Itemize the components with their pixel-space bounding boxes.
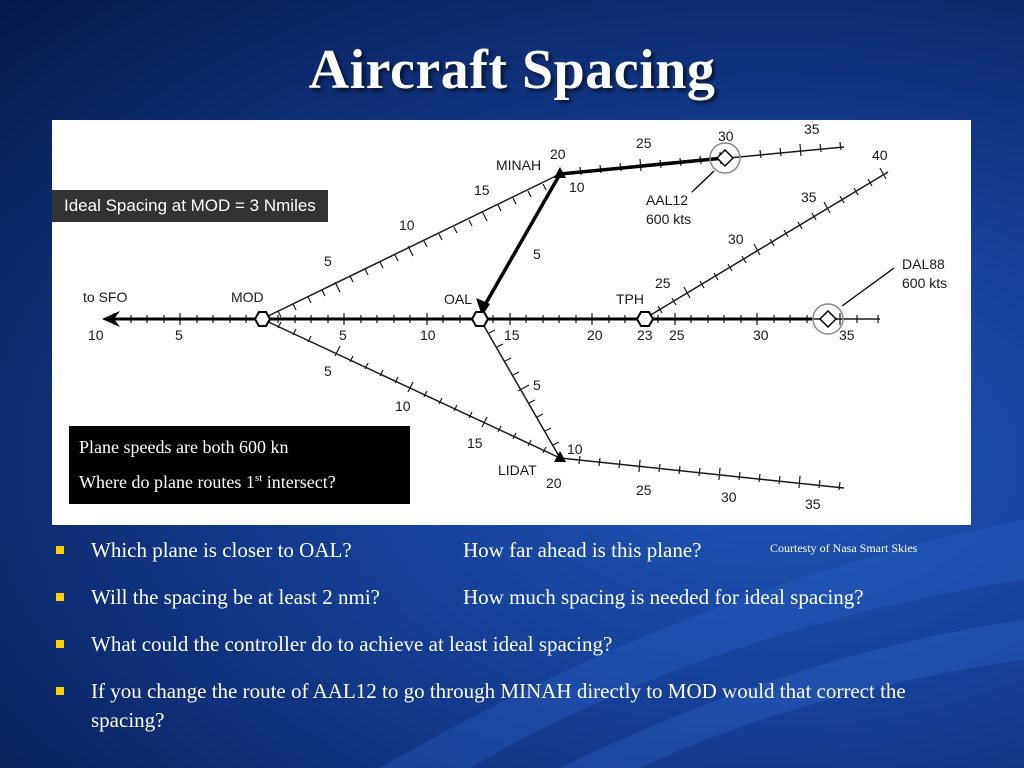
bullet-text: Which plane is closer to OAL? <box>91 538 352 562</box>
aal12-callsign: AAL12 <box>646 192 689 208</box>
question-line-1: Plane speeds are both 600 kn <box>79 437 289 457</box>
svg-text:15: 15 <box>467 435 483 451</box>
oal-label: OAL <box>444 291 473 307</box>
bullet-item <box>56 583 996 612</box>
question-line-2: Where do plane routes 1st intersect? <box>79 472 336 492</box>
svg-text:40: 40 <box>872 147 888 163</box>
bullet-marker-icon <box>56 640 64 648</box>
svg-text:25: 25 <box>669 327 685 343</box>
lower-right-tick-labels <box>636 482 821 512</box>
svg-text:15: 15 <box>504 327 520 343</box>
page-title: Aircraft Spacing <box>308 39 716 101</box>
dal88-speed: 600 kts <box>902 275 948 291</box>
minah-oal-tick-labels <box>533 179 585 262</box>
svg-text:10: 10 <box>88 327 104 343</box>
svg-text:5: 5 <box>533 377 541 393</box>
to-sfo-label: to SFO <box>83 289 128 305</box>
lidat-label: LIDAT <box>498 462 537 478</box>
svg-text:15: 15 <box>474 182 490 198</box>
svg-text:20: 20 <box>550 146 566 162</box>
aal12-speed: 600 kts <box>646 211 692 227</box>
bullet-text: What could the controller do to achieve at least ideal spacing? <box>91 632 613 656</box>
mod-fix-icon <box>255 312 270 326</box>
bullet-text: Will the spacing be at least 2 nmi? <box>91 585 380 609</box>
svg-text:30: 30 <box>753 327 769 343</box>
svg-text:10: 10 <box>569 179 585 195</box>
svg-text:23: 23 <box>637 327 653 343</box>
bullet-item <box>56 630 996 659</box>
svg-text:5: 5 <box>339 327 347 343</box>
oal-lidat-tick-labels <box>533 377 583 457</box>
tph-ne-ticks <box>658 168 886 313</box>
svg-text:10: 10 <box>420 327 436 343</box>
svg-text:10: 10 <box>395 398 411 414</box>
lidat-east-ticks <box>579 456 840 490</box>
svg-text:35: 35 <box>801 189 817 205</box>
mod-label: MOD <box>231 289 264 305</box>
svg-text:10: 10 <box>567 441 583 457</box>
svg-text:35: 35 <box>805 496 821 512</box>
bullet-text: If you change the route of AAL12 to go through MINAH directly to MOD would that correct the spacing? <box>91 679 906 732</box>
svg-text:35: 35 <box>839 327 855 343</box>
minah-label: MINAH <box>496 157 542 173</box>
oal-lidat-route <box>480 319 560 458</box>
bullet-followup: How far ahead is this plane? <box>463 538 702 562</box>
svg-text:5: 5 <box>324 253 332 269</box>
svg-text:20: 20 <box>546 475 562 491</box>
svg-text:25: 25 <box>636 482 652 498</box>
bullet-item <box>56 677 921 735</box>
bullet-followup: How much spacing is needed for ideal spacing? <box>463 585 864 609</box>
bullet-item <box>56 536 996 565</box>
svg-text:20: 20 <box>587 327 603 343</box>
svg-text:30: 30 <box>728 231 744 247</box>
svg-text:25: 25 <box>655 275 671 291</box>
svg-text:35: 35 <box>804 121 820 137</box>
oal-fix-icon <box>472 312 488 326</box>
svg-text:5: 5 <box>533 246 541 262</box>
ideal-spacing-label: Ideal Spacing at MOD = 3 Nmiles <box>52 190 328 222</box>
svg-text:5: 5 <box>175 327 183 343</box>
svg-text:25: 25 <box>636 135 652 151</box>
bullet-marker-icon <box>56 687 64 695</box>
tph-fix-icon <box>637 312 653 326</box>
main-axis-tick-labels <box>88 327 855 343</box>
svg-text:5: 5 <box>324 363 332 379</box>
svg-text:30: 30 <box>718 128 734 144</box>
bullet-marker-icon <box>56 593 64 601</box>
aal12-aircraft-icon <box>692 143 740 192</box>
dal88-callsign: DAL88 <box>902 256 945 272</box>
bullet-list <box>56 536 996 753</box>
lidat-east-route <box>560 458 844 488</box>
svg-text:10: 10 <box>399 217 415 233</box>
svg-text:30: 30 <box>721 489 737 505</box>
route-diagram <box>52 120 971 525</box>
dal88-aircraft-icon <box>813 268 894 334</box>
upper-right-tick-labels <box>636 121 820 151</box>
aal12-path <box>482 158 724 310</box>
credit-text: Courtesty of Nasa Smart Skies <box>770 541 918 555</box>
bullet-marker-icon <box>56 546 64 554</box>
question-box <box>69 426 410 504</box>
tph-label: TPH <box>616 291 644 307</box>
